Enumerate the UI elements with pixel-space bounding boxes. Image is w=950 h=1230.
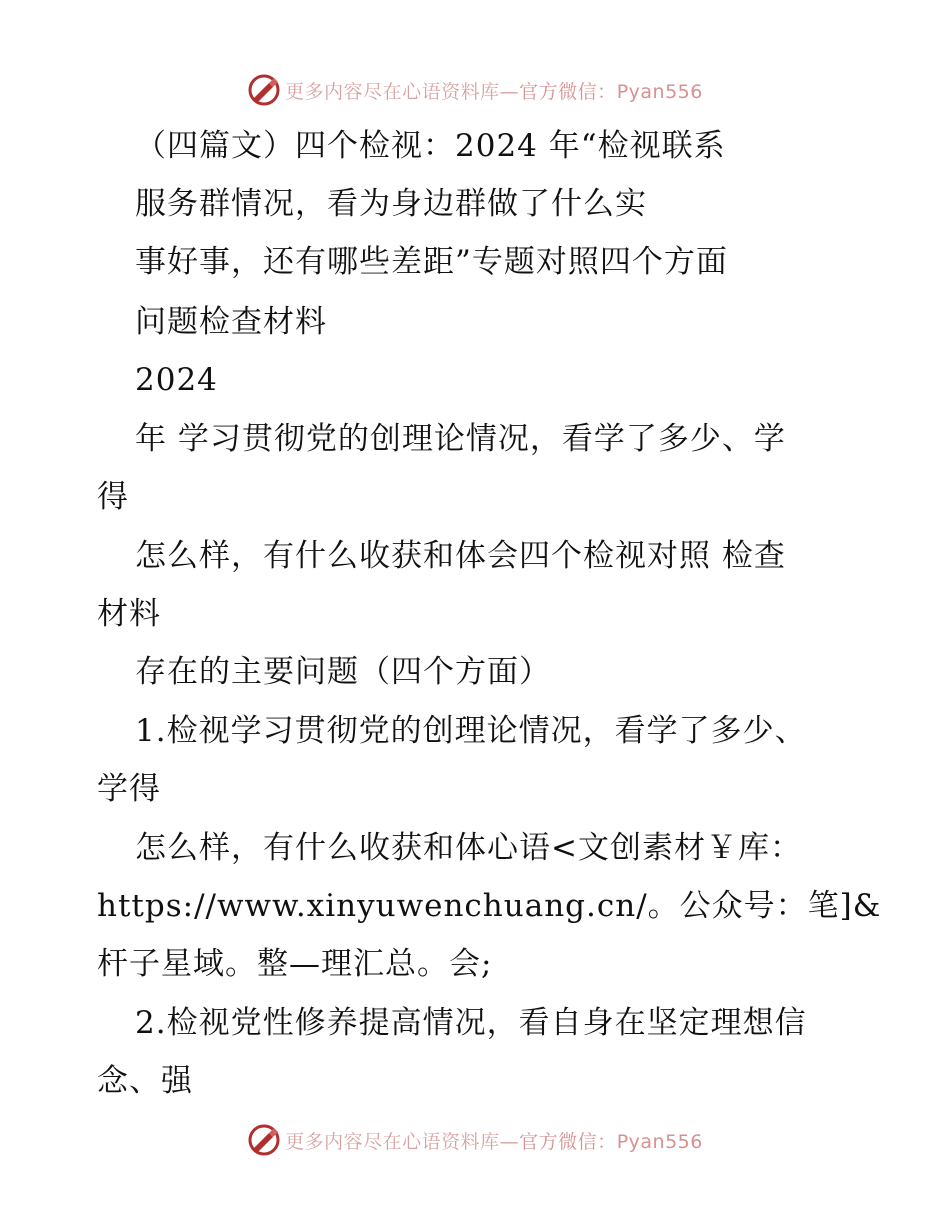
watermark-wechat-label: 官方微信： (519, 1130, 617, 1153)
doc-line: 1.检视学习贯彻党的创理论情况，看学了多少、 (135, 713, 807, 749)
watermark-text (285, 1127, 703, 1154)
doc-line: 存在的主要问题（四个方面） (135, 654, 551, 690)
watermark-brand: 更多内容尽在心语资料库 (285, 1130, 500, 1153)
doc-line: 念、强 (97, 1063, 193, 1099)
doc-line: 杆子星域。整—理汇总。会; (97, 946, 493, 982)
doc-line: 服务群情况，看为身边群做了什么实 (135, 186, 647, 222)
watermark-account: Pyan556 (616, 80, 703, 103)
doc-line: 怎么样，有什么收获和体会四个检视对照 检查 (135, 538, 786, 574)
doc-line: 年 学习贯彻党的创理论情况，看学了多少、学 (135, 421, 786, 457)
doc-line: 怎么样，有什么收获和体心语<文创素材￥库： (135, 830, 802, 866)
doc-line: （四篇文）四个检视：2024 年“检视联系 (135, 128, 726, 164)
watermark-brand: 更多内容尽在心语资料库 (285, 80, 500, 103)
doc-line: 2.检视党性修养提高情况，看自身在坚定理想信 (135, 1005, 807, 1041)
pen-logo-icon (247, 1123, 281, 1157)
doc-line: 事好事，还有哪些差距”专题对照四个方面 (135, 244, 728, 280)
doc-line: 材料 (97, 596, 161, 632)
watermark-wechat-label: 官方微信： (519, 80, 617, 103)
footer-watermark (0, 1120, 950, 1160)
watermark-separator: — (499, 80, 520, 103)
watermark-separator: — (499, 1130, 520, 1153)
doc-line: 问题检查材料 (135, 304, 327, 340)
doc-line: 得 (97, 479, 129, 515)
watermark-account: Pyan556 (616, 1130, 703, 1153)
doc-line: https://www.xinyuwenchuang.cn/。公众号：笔]& (97, 888, 882, 924)
doc-line: 2024 (135, 362, 218, 398)
doc-line: 学得 (97, 771, 161, 807)
